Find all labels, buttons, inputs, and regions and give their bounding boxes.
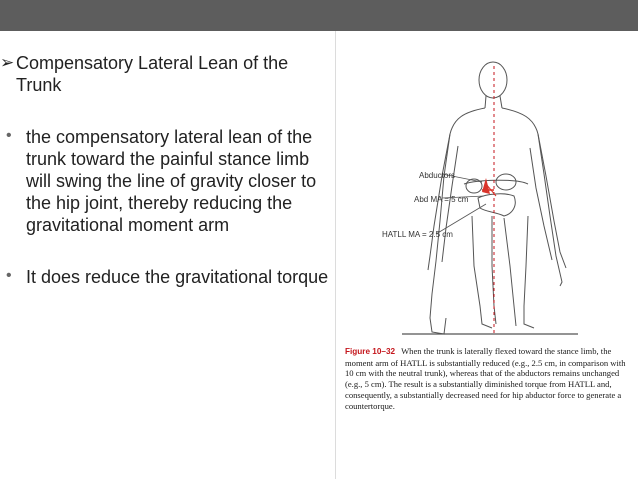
label-abductors: Abductors xyxy=(419,171,456,180)
caption-text: When the trunk is laterally flexed toward the stance limb, the moment arm of HATLL is substantially reduced (e.g., 2.5 cm, in comparison with 10 cm with the neutral trunk), whereas that of the abductors remains unchanged (e.g., 5 cm). The result is a substantially diminished torque from HATLL and, consequently, a substantially decreased need for hip abductor force to generate a countertorque. xyxy=(345,346,626,411)
heading-text: Compensatory Lateral Lean of the Trunk xyxy=(16,53,289,95)
slide-text xyxy=(0,52,331,318)
bullet-dot-icon: • xyxy=(6,267,12,284)
label-abd-ma: Abd MA = 5 cm xyxy=(414,195,469,204)
bullet-text: It does reduce the gravitational torque xyxy=(26,267,329,287)
bullet-item xyxy=(6,126,331,236)
slide-heading xyxy=(0,52,331,96)
arrow-bullet-icon: ➢ xyxy=(0,53,15,72)
top-bar xyxy=(0,0,638,31)
bullet-dot-icon: • xyxy=(6,127,12,144)
label-hatll-ma: HATLL MA = 2.5 cm xyxy=(382,230,453,239)
body-figure-illustration xyxy=(346,56,626,340)
figure-caption xyxy=(345,346,627,411)
bullet-text: the compensatory lateral lean of the trunk toward the painful stance limb will swing the line of gravity closer to the hip joint, thereby reducing the gravitational moment arm xyxy=(26,127,317,235)
caption-label: Figure 10–32 xyxy=(345,347,396,356)
column-divider xyxy=(335,31,336,479)
bullet-item xyxy=(6,266,331,288)
